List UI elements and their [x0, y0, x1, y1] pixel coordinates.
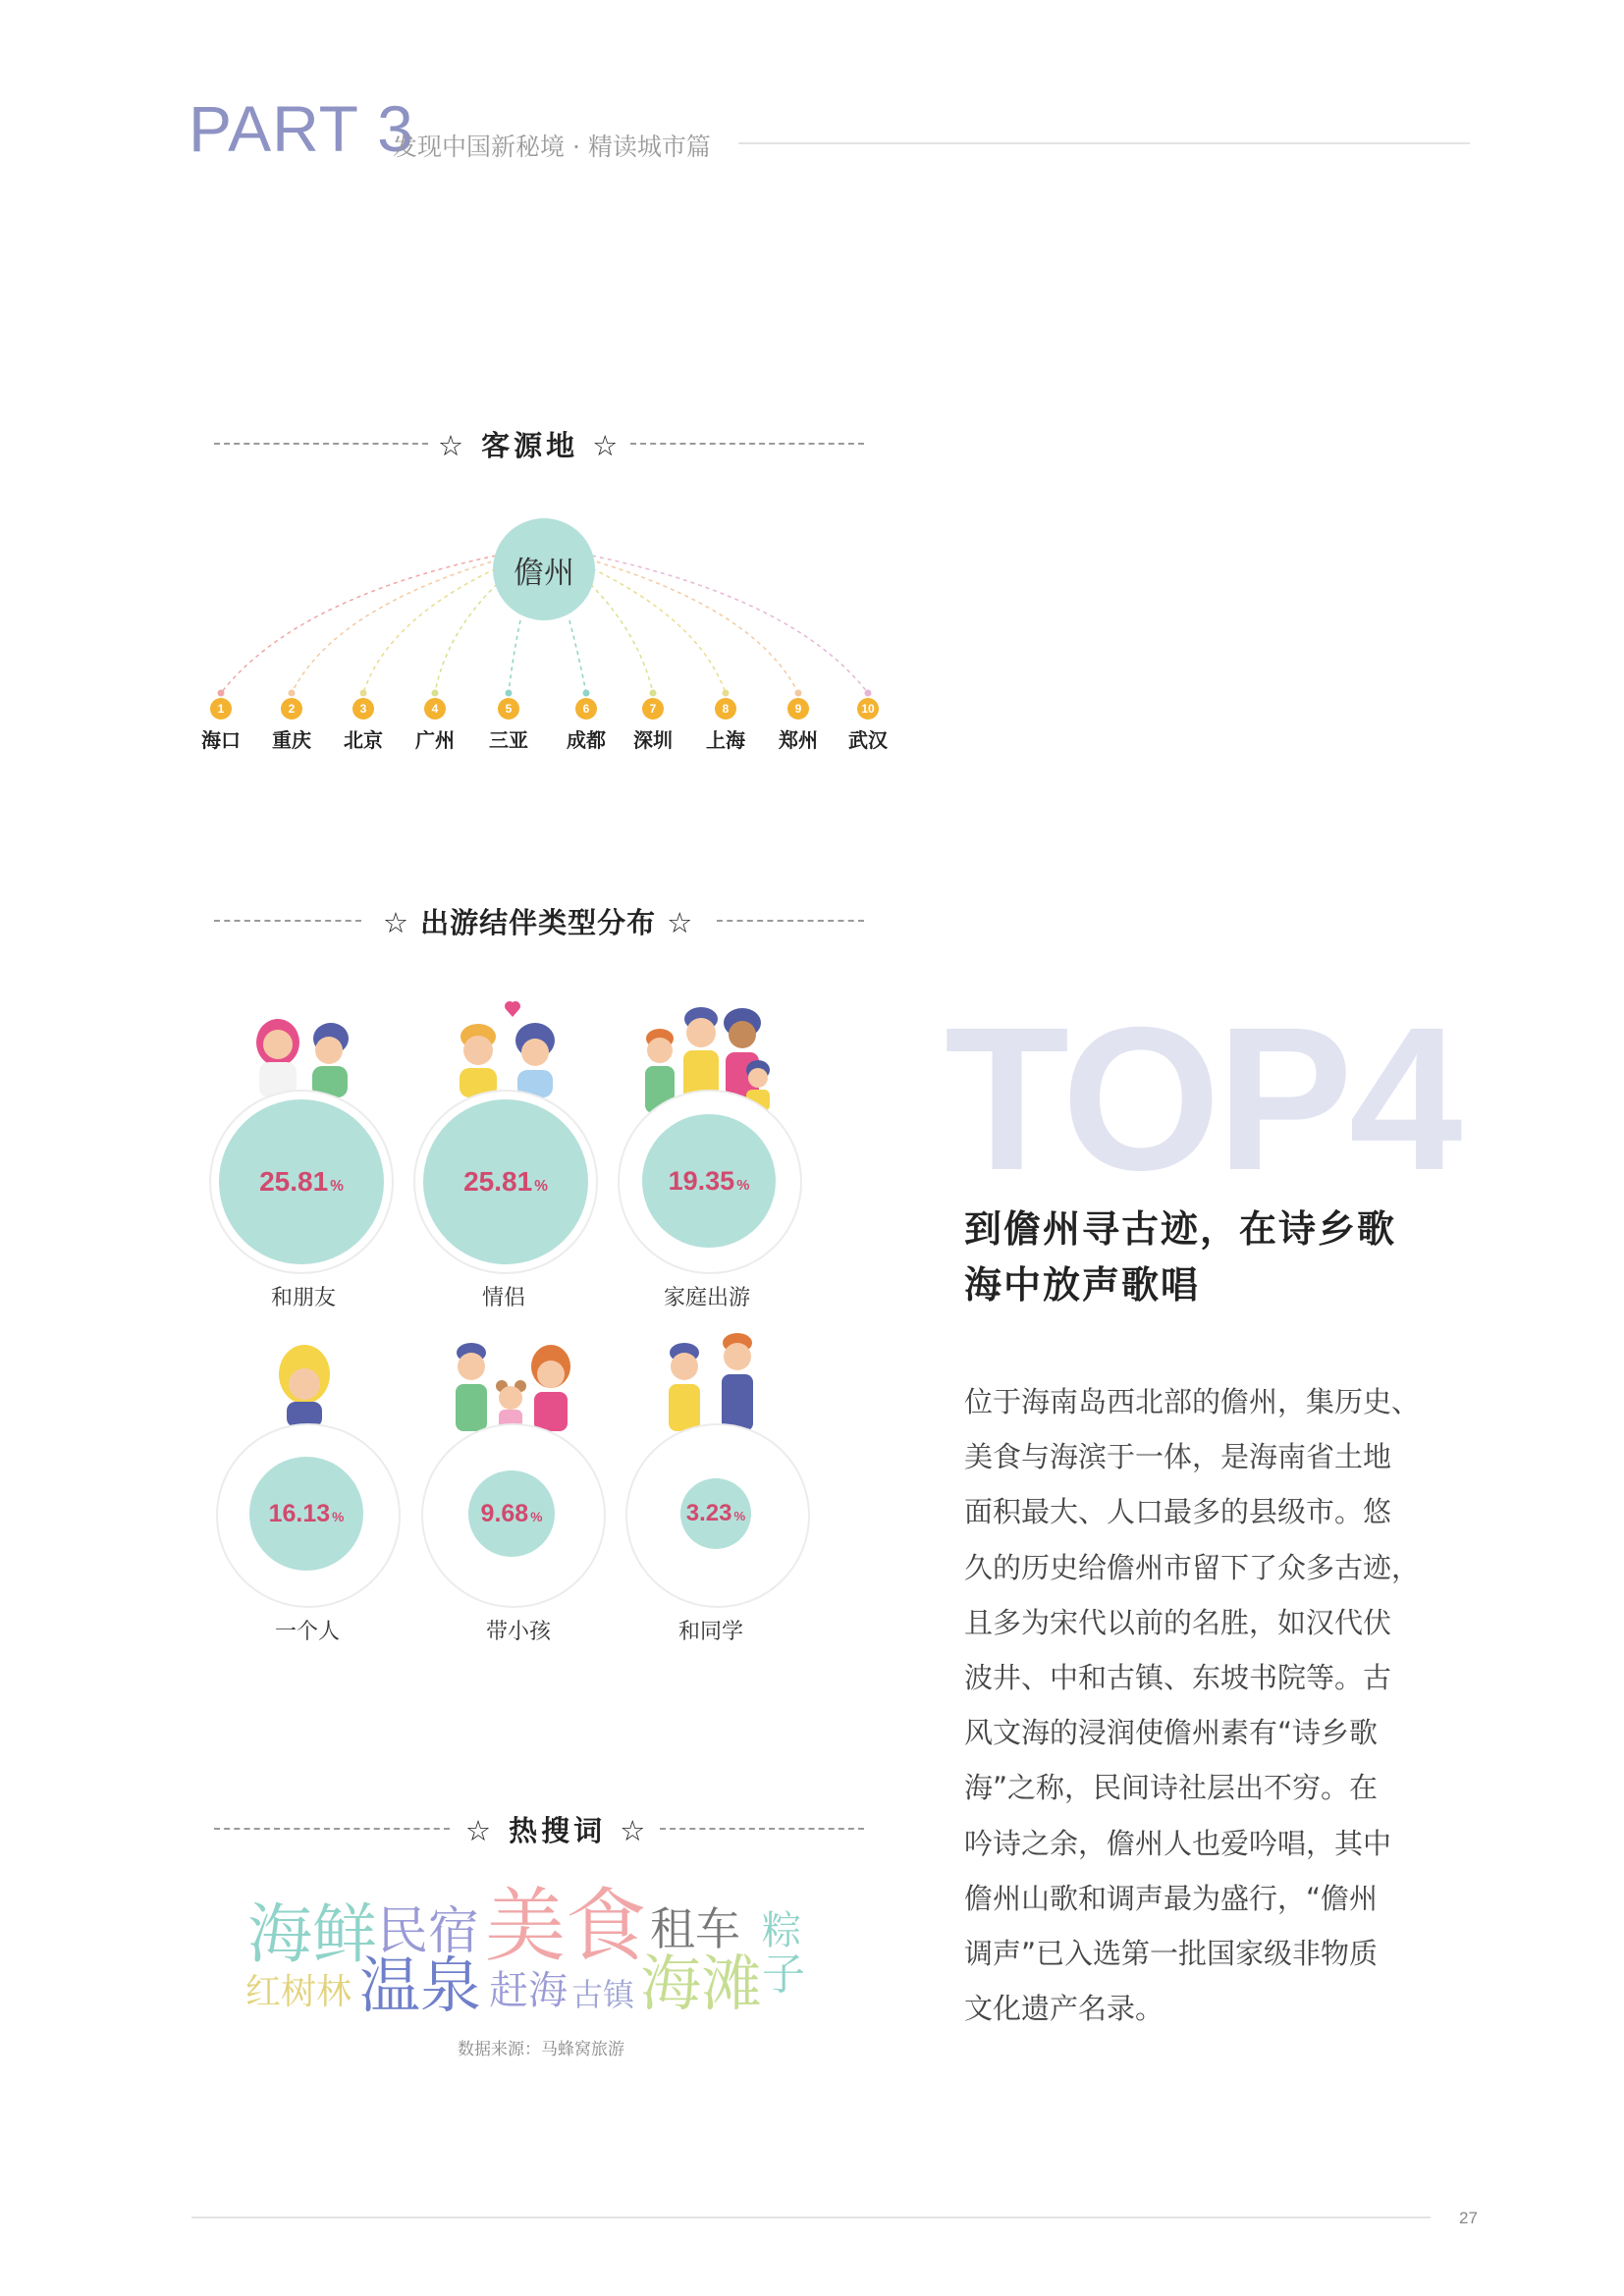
body-line: 面积最大、人口最多的县级市。悠 — [964, 1495, 1392, 1529]
origin-city: 海口 — [201, 728, 241, 752]
with-kids-people-icon — [456, 1343, 570, 1431]
hot-search-title: ☆ 热搜词 ☆ — [465, 1814, 650, 1847]
alone-percent: 16.13 % — [268, 1499, 345, 1527]
dash-left — [214, 1828, 450, 1830]
companion-title: ☆ 出游结伴类型分布 ☆ — [383, 906, 694, 939]
alone-label: 一个人 — [274, 1620, 340, 1644]
couple-percent: 25.81 % — [463, 1166, 548, 1197]
body-line: 久的历史给儋州市留下了众多古迹， — [964, 1550, 1421, 1584]
percent-disc — [249, 1457, 363, 1571]
page-number: 27 — [1459, 2209, 1478, 2227]
classmates-percent: 3.23 % — [685, 1500, 746, 1526]
family-percent: 19.35 % — [668, 1165, 750, 1196]
rank-badge: 10 — [857, 698, 879, 720]
body-line: 儋州山歌和调声最为盛行，“儋州 — [964, 1881, 1379, 1915]
top4-badge: TOP4 — [945, 986, 1459, 1213]
origin-city: 北京 — [344, 728, 383, 752]
friends-percent: 25.81 % — [259, 1166, 344, 1197]
rank-badge: 6 — [575, 698, 597, 720]
origin-city: 郑州 — [779, 728, 818, 752]
body-line: 风文海的浸润使儋州素有“诗乡歌 — [964, 1716, 1379, 1750]
body-line: 调声”已入选第一批国家级非物质 — [964, 1937, 1379, 1971]
body-line: 且多为宋代以前的名胜，如汉代伏 — [964, 1605, 1392, 1639]
origin-city: 上海 — [706, 728, 745, 752]
family-label: 家庭出游 — [663, 1286, 750, 1310]
data-source: 数据来源：马蜂窝旅游 — [458, 2040, 624, 2059]
origin-city: 三亚 — [489, 728, 528, 752]
couple-people-icon — [460, 1001, 555, 1097]
body-line: 位于海南岛西北部的儋州，集历史、 — [964, 1385, 1421, 1418]
with-kids-percent: 9.68 % — [480, 1499, 543, 1527]
couple-label: 情侣 — [481, 1286, 525, 1310]
rank-badge: 5 — [498, 698, 519, 720]
word-car-rental: 租车 — [650, 1902, 740, 1955]
word-beach: 海滩 — [640, 1948, 763, 2019]
body-line: 波井、中和古镇、东坡书院等。古 — [964, 1661, 1392, 1695]
origin-city: 广州 — [415, 728, 455, 752]
body-line: 美食与海滨于一体，是海南省土地 — [964, 1440, 1392, 1474]
headline-line: 海中放声歌唱 — [964, 1263, 1201, 1307]
word-food: 美食 — [485, 1880, 647, 1973]
origin-city: 重庆 — [272, 728, 311, 752]
rank-badge: 9 — [787, 698, 809, 720]
origin-city: 武汉 — [848, 728, 888, 752]
classmates-people-icon — [669, 1333, 753, 1431]
rank-badge: 7 — [642, 698, 664, 720]
word-mangrove: 红树林 — [245, 1972, 352, 2012]
origin-hub-danzhou: 儋州 — [493, 518, 595, 620]
word-zongzi-1: 粽 — [762, 1908, 801, 1953]
rank-badge: 1 — [210, 698, 232, 720]
feature-body — [964, 1374, 1451, 2036]
word-hot-spring: 温泉 — [359, 1949, 482, 2021]
with-kids-label: 带小孩 — [485, 1620, 551, 1644]
feature-headline — [964, 1201, 1475, 1313]
word-beachcombing: 赶海 — [489, 1968, 568, 2013]
classmates-label: 和同学 — [677, 1620, 743, 1644]
headline-line: 到儋州寻古迹，在诗乡歌 — [964, 1207, 1397, 1251]
percent-disc — [680, 1478, 751, 1549]
origin-city: 深圳 — [633, 728, 673, 752]
percent-disc — [468, 1470, 555, 1557]
rank-badge: 8 — [715, 698, 736, 720]
percent-disc — [642, 1114, 776, 1248]
footer-divider — [191, 2216, 1431, 2218]
percent-disc — [219, 1099, 384, 1264]
part-number: PART 3 — [189, 92, 414, 165]
origin-title: ☆ 客源地 ☆ — [438, 429, 623, 462]
word-ancient-town: 古镇 — [571, 1976, 635, 2013]
percent-disc — [423, 1099, 588, 1264]
rank-badge: 2 — [281, 698, 302, 720]
rank-badge: 3 — [352, 698, 374, 720]
body-line: 海”之称，民间诗社层出不穷。在 — [964, 1771, 1379, 1805]
page-subtitle: 发现中国新秘境 · 精读城市篇 — [393, 133, 711, 161]
word-zongzi-2: 子 — [762, 1949, 805, 2000]
friends-people-icon — [256, 1019, 349, 1097]
rank-badge: 4 — [424, 698, 446, 720]
word-homestay: 民宿 — [377, 1902, 480, 1961]
dash-right — [660, 1828, 864, 1830]
body-line: 文化遗产名录。 — [964, 1992, 1164, 2026]
friends-label: 和朋友 — [270, 1286, 336, 1310]
body-line: 吟诗之余，儋州人也爱吟唱，其中 — [964, 1826, 1392, 1860]
origin-city: 成都 — [567, 728, 606, 752]
alone-person-icon — [279, 1345, 330, 1427]
word-seafood: 海鲜 — [247, 1896, 377, 1972]
